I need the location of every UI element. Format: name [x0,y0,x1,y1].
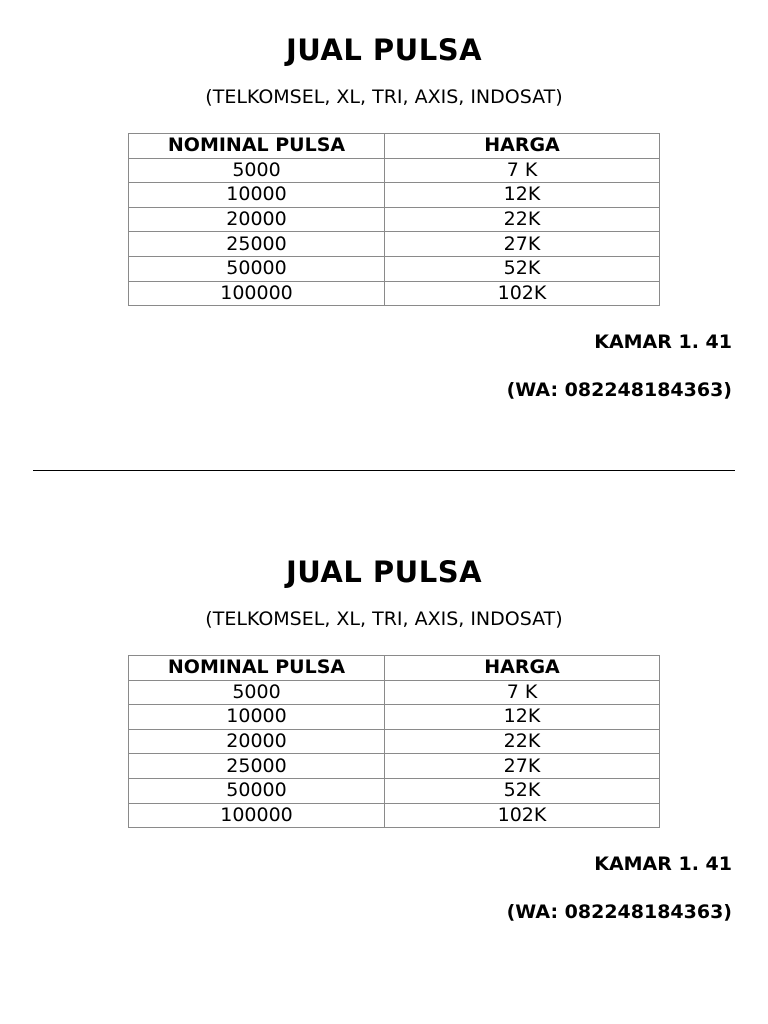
column-header-price: HARGA [385,134,660,159]
whatsapp-contact: (WA: 082248184363) [506,901,732,923]
nominal-cell: 10000 [129,183,385,208]
price-cell: 52K [385,256,660,281]
operator-list: (TELKOMSEL, XL, TRI, AXIS, INDOSAT) [205,608,563,630]
price-cell: 52K [385,778,660,803]
nominal-cell: 25000 [129,754,385,779]
column-header-nominal: NOMINAL PULSA [129,134,385,159]
nominal-cell: 5000 [129,158,385,183]
price-table [128,133,660,306]
price-cell: 22K [385,729,660,754]
price-cell: 27K [385,232,660,257]
price-cell: 7 K [385,158,660,183]
column-header-price: HARGA [385,656,660,681]
whatsapp-contact: (WA: 082248184363) [506,379,732,401]
flyer-title: JUAL PULSA [285,33,483,67]
table-row [129,158,660,183]
price-cell: 27K [385,754,660,779]
nominal-cell: 10000 [129,705,385,730]
table-row [129,232,660,257]
table-row [129,754,660,779]
price-cell: 22K [385,207,660,232]
nominal-cell: 100000 [129,281,385,306]
table-row [129,207,660,232]
flyer-bottom [0,522,768,942]
price-cell: 12K [385,183,660,208]
nominal-cell: 50000 [129,778,385,803]
nominal-cell: 50000 [129,256,385,281]
nominal-cell: 5000 [129,680,385,705]
table-header-row [129,134,660,159]
cut-line-divider [33,470,735,471]
table-header-row [129,656,660,681]
price-cell: 12K [385,705,660,730]
price-table [128,655,660,828]
nominal-cell: 100000 [129,803,385,828]
price-cell: 7 K [385,680,660,705]
room-number: KAMAR 1. 41 [594,853,732,875]
table-row [129,729,660,754]
flyer-title: JUAL PULSA [285,555,483,589]
room-number: KAMAR 1. 41 [594,331,732,353]
table-row [129,705,660,730]
price-cell: 102K [385,281,660,306]
table-row [129,778,660,803]
price-cell: 102K [385,803,660,828]
nominal-cell: 25000 [129,232,385,257]
table-row [129,256,660,281]
table-row [129,680,660,705]
nominal-cell: 20000 [129,207,385,232]
table-row [129,183,660,208]
table-row [129,281,660,306]
table-row [129,803,660,828]
column-header-nominal: NOMINAL PULSA [129,656,385,681]
flyer-top [0,0,768,420]
nominal-cell: 20000 [129,729,385,754]
operator-list: (TELKOMSEL, XL, TRI, AXIS, INDOSAT) [205,86,563,108]
